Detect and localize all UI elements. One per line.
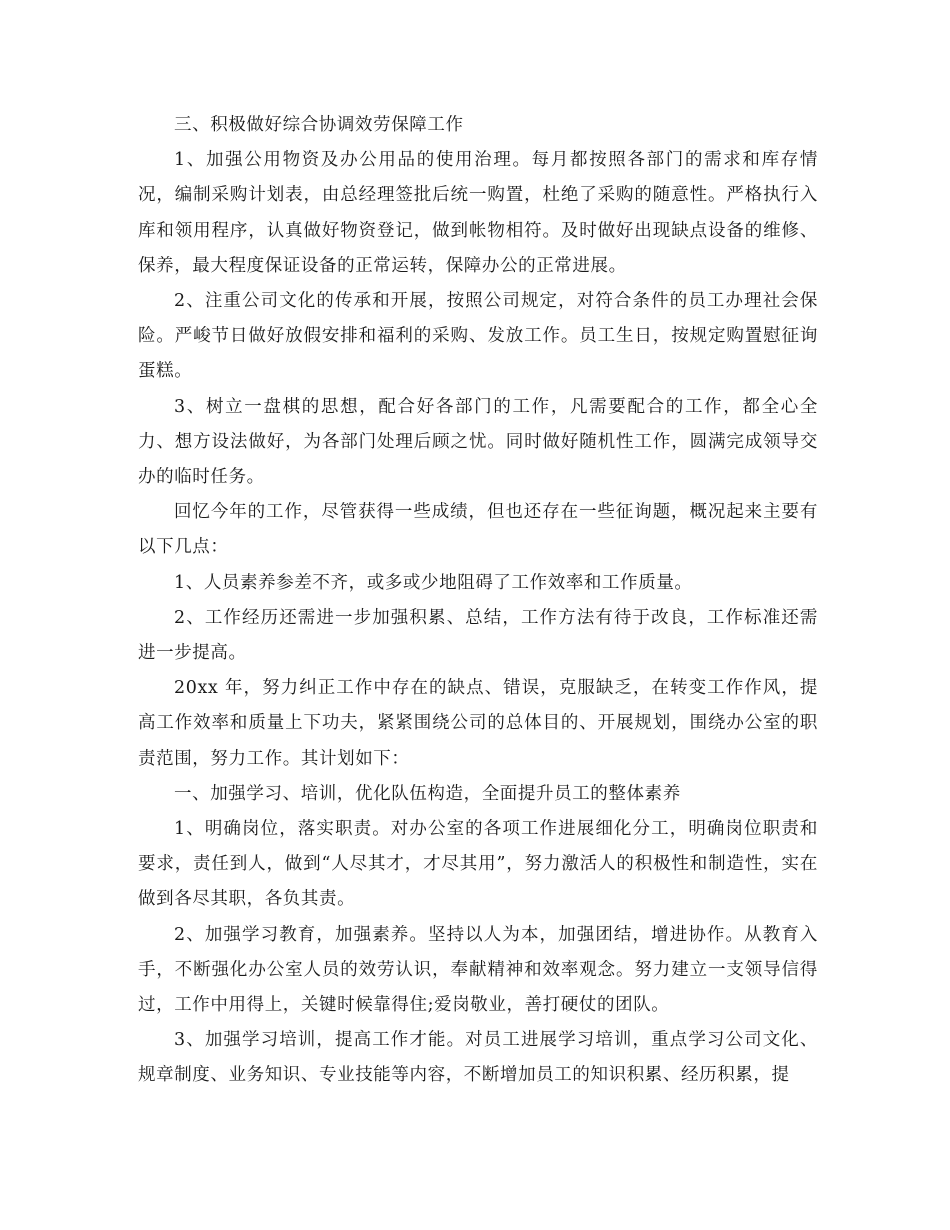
paragraph-company-culture: 2、注重公司文化的传承和开展，按照公司规定，对符合条件的员工办理社会保险。严峻节日做好放假安排和福利的采购、发放工作。员工生日，按规定购置慰征询蛋糕。 [138, 291, 818, 382]
paragraph-cooperation: 3、树立一盘棋的思想，配合好各部门的工作，凡需要配合的工作，都全心全力、想方设法做好，为各部门处理后顾之忧。同时做好随机性工作，圆满完成领导交办的临时任务。 [138, 396, 818, 488]
section-heading-3: 三、积极做好综合协调效劳保障工作 [174, 115, 464, 135]
paragraph-supplies-management: 1、加强公用物资及办公用品的使用治理。每月都按照各部门的需求和库存情况，编制采购计划表，由总经理签批后统一购置，杜绝了采购的随意性。严格执行入库和领用程序，认真做好物资登记，做到帐物相符。及时做好出现缺点设备的维修、保养，最大程度保证设备的正常运转，保障办公的正常进展。 [138, 150, 818, 276]
section-heading-1: 一、加强学习、培训，优化队伍构造，全面提升员工的整体素养 [174, 783, 681, 804]
paragraph-review-intro: 回忆今年的工作，尽管获得一些成绩，但也还存在一些征询题，概况起来主要有以下几点： [138, 502, 818, 558]
paragraph-plan-2: 2、加强学习教育，加强素养。坚持以人为本，加强团结，增进协作。从教育入手，不断强化办公室人员的效劳认识，奉献精神和效率观念。努力建立一支领导信得过，工作中用得上，关键时候靠得住;爱岗敬业，善打硬仗的团队。 [138, 924, 818, 1016]
document-page [138, 108, 818, 1094]
paragraph-issue-2: 2、工作经历还需进一步加强积累、总结，工作方法有待于改良，工作标准还需进一步提高。 [138, 607, 818, 664]
paragraph-plan-intro: 20xx 年，努力纠正工作中存在的缺点、错误，克服缺乏，在转变工作作风，提高工作效率和质量上下功夫，紧紧围绕公司的总体目的、开展规划，围绕办公室的职责范围，努力工作。其计划如下： [138, 678, 818, 769]
paragraph-issue-1: 1、人员素养参差不齐，或多或少地阻碍了工作效率和工作质量。 [174, 572, 693, 593]
paragraph-plan-3: 3、加强学习培训，提高工作才能。对员工进展学习培训，重点学习公司文化、规章制度、业务知识、专业技能等内容，不断增加员工的知识积累、经历积累，提 [138, 1030, 818, 1086]
paragraph-plan-1: 1、明确岗位，落实职责。对办公室的各项工作进展细化分工，明确岗位职责和要求，责任到人，做到“人尽其才，才尽其用”，努力激活人的积极性和制造性，实在做到各尽其职，各负其责。 [138, 819, 818, 910]
